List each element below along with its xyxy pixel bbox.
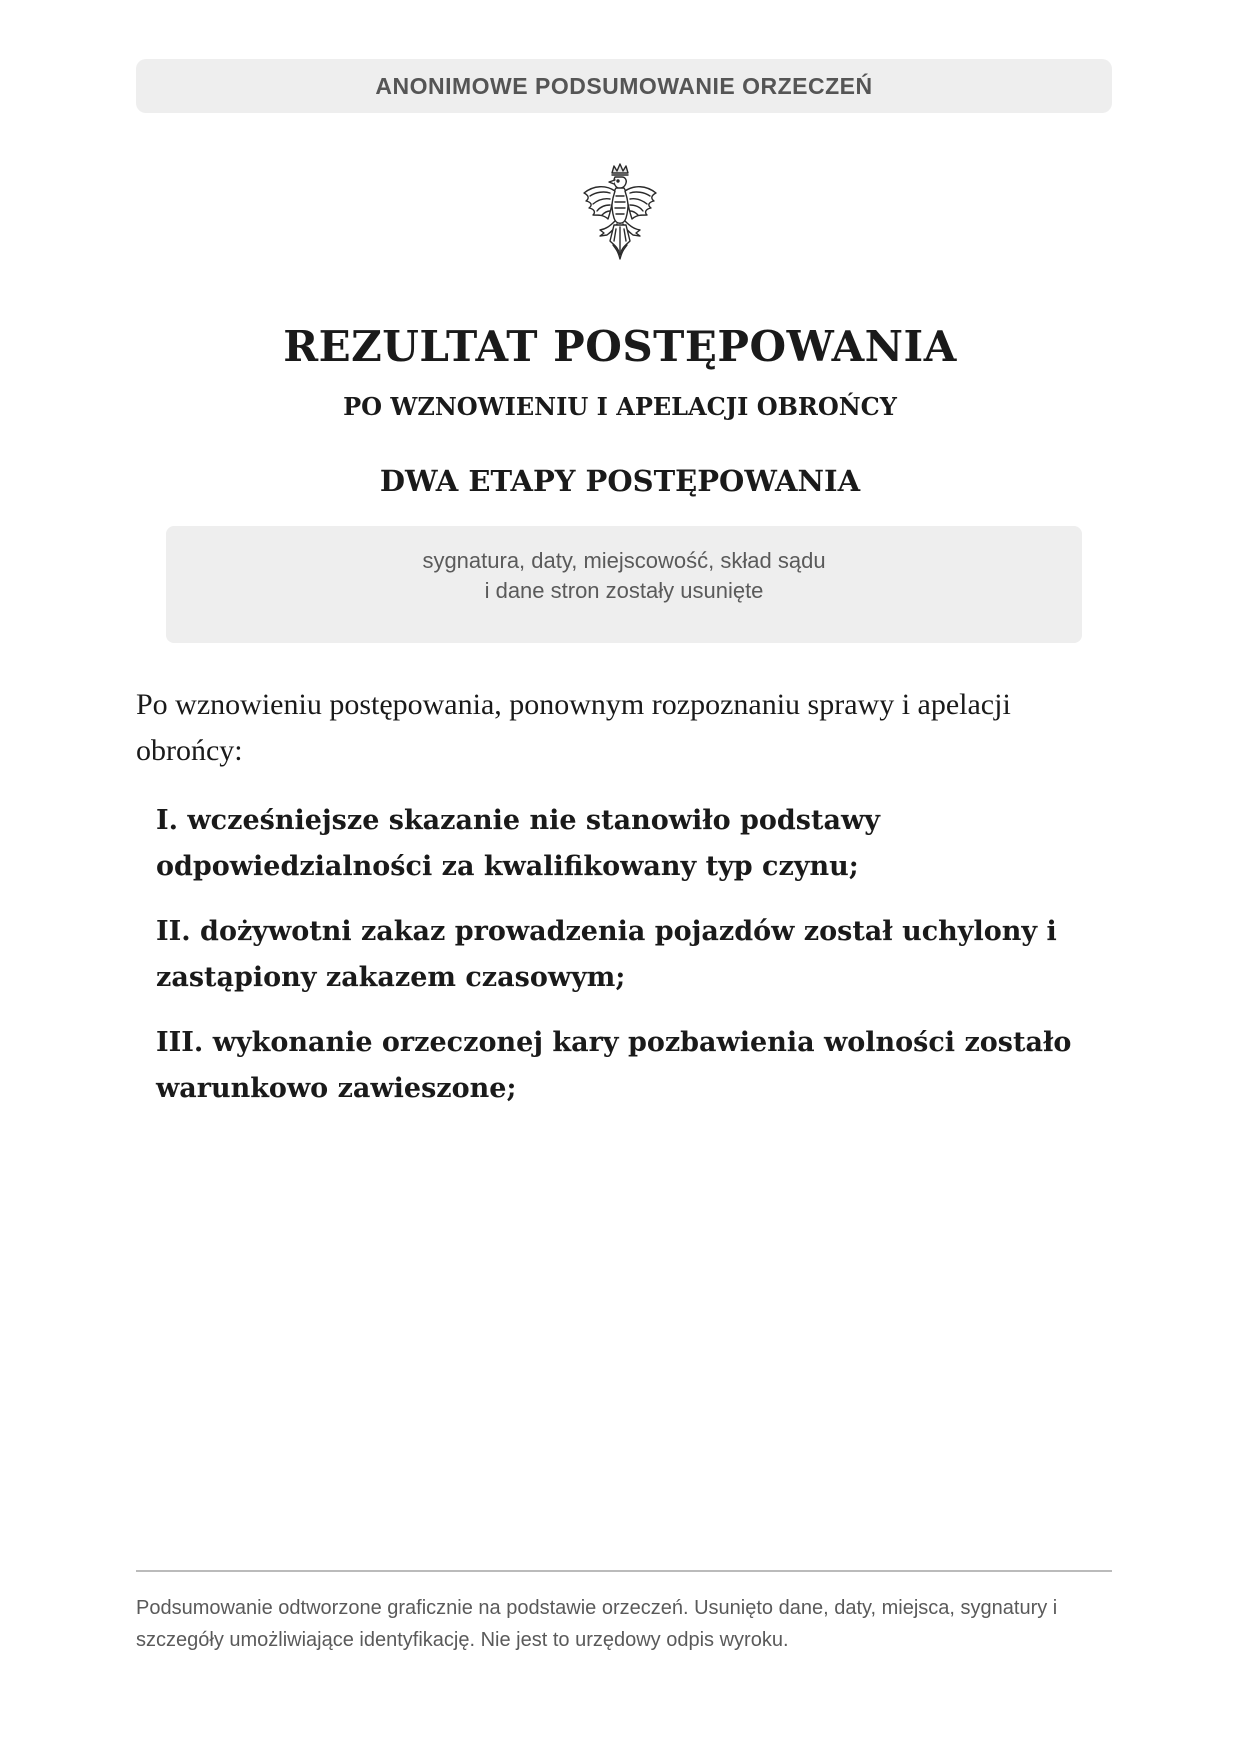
redaction-note-line: sygnatura, daty, miejscowość, skład sądu [422, 548, 826, 573]
header-banner: ANONIMOWE PODSUMOWANIE ORZECZEŃ [136, 59, 1112, 113]
ruling-item: III. wykonanie orzeczonej kary pozbawienia wolności zostało warunkowo zawieszone; [156, 1027, 1072, 1104]
document-subtitle: PO WZNOWIENIU I APELACJI OBROŃCY [343, 392, 897, 421]
polish-eagle-emblem-icon [580, 163, 660, 261]
ruling-item: I. wcześniejsze skazanie nie stanowiło podstawy odpowiedzialności za kwalifikowany typ czynu; [156, 805, 880, 882]
document-title: REZULTAT POSTĘPOWANIA [283, 322, 957, 371]
footer-divider [136, 1570, 1112, 1572]
section-heading: DWA ETAPY POSTĘPOWANIA [379, 464, 861, 498]
redaction-note-box [166, 526, 1082, 643]
ruling-item: II. dożywotni zakaz prowadzenia pojazdów został uchylony i zastąpiony zakazem czasowym; [156, 916, 1057, 993]
footer-disclaimer: Podsumowanie odtworzone graficznie na podstawie orzeczeń. Usunięto dane, daty, miejsca, sygnatury i szczegóły umożliwiające identyfikację. Nie jest to urzędowy odpis wyroku. [136, 1597, 1058, 1651]
intro-paragraph: Po wznowieniu postępowania, ponownym rozpoznaniu sprawy i apelacji obrońcy: [136, 688, 1011, 767]
rulings-list [156, 798, 1096, 1131]
redaction-note-line: i dane stron zostały usunięte [484, 578, 764, 603]
